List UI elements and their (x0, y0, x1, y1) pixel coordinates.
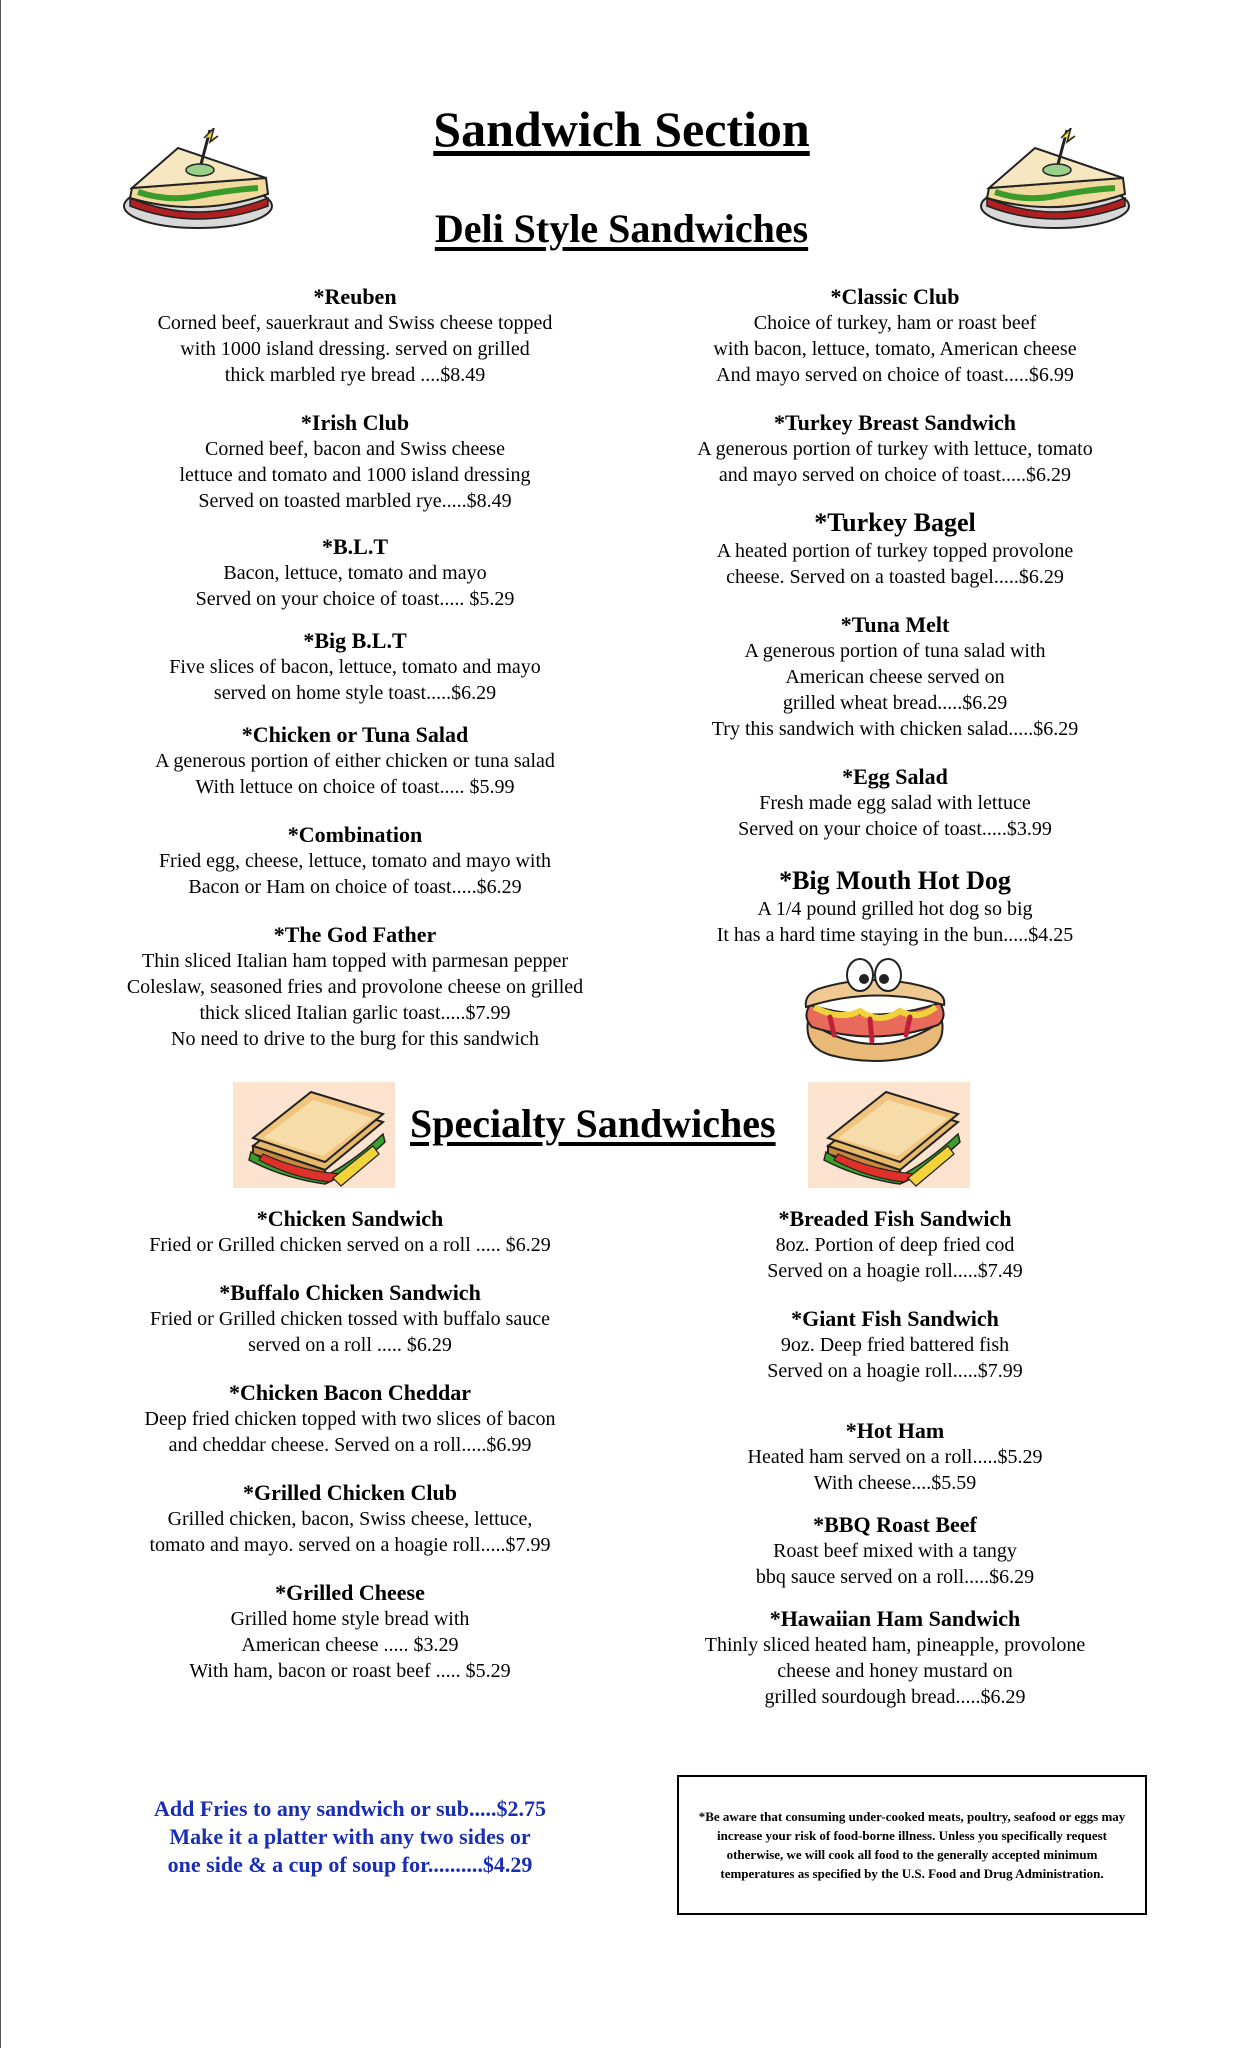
item-price: and cheddar cheese. Served on a roll.....$6.99 (168, 1434, 532, 1456)
item-price: and mayo served on choice of toast.....$6.29 (718, 464, 1072, 486)
specialty-right-column (660, 1206, 1130, 1710)
item-price: Served on a hoagie roll.....$7.99 (767, 1360, 1023, 1382)
item-price: Served on your choice of toast..... $5.29 (195, 588, 515, 610)
menu-item (90, 284, 620, 388)
sandwich-icon (233, 1082, 395, 1188)
item-name: *The God Father (273, 922, 437, 947)
page-title: Sandwich Section (433, 101, 810, 157)
item-description: Corned beef, sauerkraut and Swiss cheese topped (157, 312, 553, 334)
item-name: *Grilled Chicken Club (243, 1480, 457, 1505)
item-price: Bacon or Ham on choice of toast.....$6.29 (188, 876, 522, 898)
menu-item (660, 764, 1130, 842)
menu-item (90, 922, 620, 1052)
item-name: *Reuben (313, 284, 397, 309)
item-price: American cheese ..... $3.29 (241, 1634, 459, 1656)
menu-item (90, 1580, 610, 1684)
item-description: Roast beef mixed with a tangy (773, 1540, 1017, 1562)
item-price: served on a roll ..... $6.29 (248, 1334, 452, 1356)
item-description: 8oz. Portion of deep fried cod (775, 1234, 1015, 1256)
item-price: cheese. Served on a toasted bagel.....$6.29 (726, 566, 1064, 588)
specialty-section-title: Specialty Sandwiches (410, 1101, 776, 1146)
menu-item (90, 822, 620, 900)
item-description: Grilled chicken, bacon, Swiss cheese, lettuce, (167, 1508, 533, 1530)
item-name: *Classic Club (830, 284, 960, 309)
deli-right-column (660, 284, 1130, 948)
item-name: *Chicken or Tuna Salad (241, 722, 469, 747)
item-name: *Grilled Cheese (275, 1580, 425, 1605)
menu-item (90, 410, 620, 514)
menu-item (660, 508, 1130, 590)
item-price: With ham, bacon or roast beef ..... $5.29 (189, 1660, 511, 1682)
item-description: A heated portion of turkey topped provolone (716, 540, 1074, 562)
item-price: bbq sauce served on a roll.....$6.29 (755, 1566, 1035, 1588)
menu-item (660, 284, 1130, 388)
item-description: A generous portion of turkey with lettuce, tomato (697, 438, 1093, 460)
page-edge-line (0, 0, 1, 2048)
menu-item (90, 1206, 610, 1258)
menu-item (90, 534, 620, 612)
item-description: No need to drive to the burg for this sandwich (171, 1028, 539, 1050)
item-description: A generous portion of tuna salad with (744, 640, 1046, 662)
item-description: lettuce and tomato and 1000 island dressing (179, 464, 531, 486)
item-name: *Breaded Fish Sandwich (778, 1206, 1012, 1231)
item-name: *Turkey Breast Sandwich (773, 410, 1017, 435)
item-description: Corned beef, bacon and Swiss cheese (205, 438, 505, 460)
item-name: *Big B.L.T (303, 628, 407, 653)
item-description: American cheese served on (785, 666, 1005, 688)
menu-item (660, 612, 1130, 742)
menu-item (90, 1280, 610, 1358)
item-name: *BBQ Roast Beef (813, 1512, 977, 1537)
item-price: thick marbled rye bread ....$8.49 (224, 364, 486, 386)
item-price: grilled wheat bread.....$6.29 (782, 692, 1008, 714)
item-price: Fried or Grilled chicken served on a roll ..... $6.29 (149, 1234, 551, 1256)
item-price: With cheese....$5.59 (813, 1472, 977, 1494)
menu-item (660, 1512, 1130, 1590)
item-price: served on home style toast.....$6.29 (213, 682, 497, 704)
item-description: Fresh made egg salad with lettuce (759, 792, 1031, 814)
item-name: *Buffalo Chicken Sandwich (219, 1280, 481, 1305)
platter-line: one side & a cup of soup for..........$4.29 (167, 1852, 533, 1877)
item-name: *Egg Salad (842, 764, 948, 789)
item-description: Fried or Grilled chicken tossed with buffalo sauce (149, 1308, 551, 1330)
item-name: *Hot Ham (845, 1418, 945, 1443)
item-description: Deep fried chicken topped with two slices of bacon (144, 1408, 556, 1430)
specialty-left-column (90, 1206, 610, 1684)
fries-line: Add Fries to any sandwich or sub.....$2.75 (154, 1796, 546, 1821)
item-description: cheese and honey mustard on (777, 1660, 1013, 1682)
item-description: A 1/4 pound grilled hot dog so big (757, 898, 1033, 920)
item-description: with bacon, lettuce, tomato, American cheese (713, 338, 1077, 360)
menu-item (660, 1606, 1130, 1710)
menu-item (660, 410, 1130, 488)
item-description: A generous portion of either chicken or tuna salad (155, 750, 555, 772)
item-price: Served on toasted marbled rye.....$8.49 (198, 490, 512, 512)
item-price: With lettuce on choice of toast..... $5.99 (195, 776, 515, 798)
sandwich-icon (808, 1082, 970, 1188)
platter-line: Make it a platter with any two sides or (169, 1824, 531, 1849)
item-price: grilled sourdough bread.....$6.29 (764, 1686, 1026, 1708)
item-name: *Irish Club (300, 410, 410, 435)
menu-item (660, 1306, 1130, 1384)
menu-item (660, 866, 1130, 948)
notice-text: *Be aware that consuming under-cooked meats, poultry, seafood or eggs may increase your risk of food-borne illness. Unless you specifically request otherwise, we will cook all food to the generally accepted minimum temperatures as specified by the U.S. Food and Drug Administration. (698, 1809, 1126, 1881)
item-name: *B.L.T (321, 534, 389, 559)
item-name: *Tuna Melt (840, 612, 950, 637)
item-price: Served on a hoagie roll.....$7.49 (767, 1260, 1023, 1282)
item-description: Bacon, lettuce, tomato and mayo (223, 562, 487, 584)
item-name: *Chicken Sandwich (256, 1206, 444, 1231)
deli-left-column (90, 284, 620, 1052)
menu-item (660, 1206, 1130, 1284)
deli-section-title: Deli Style Sandwiches (434, 206, 809, 251)
item-name: *Combination (287, 822, 423, 847)
menu-item (90, 722, 620, 800)
item-description: Thinly sliced heated ham, pineapple, provolone (704, 1634, 1086, 1656)
item-name: *Big Mouth Hot Dog (779, 866, 1011, 895)
item-description: 9oz. Deep fried battered fish (780, 1334, 1010, 1356)
item-price: Try this sandwich with chicken salad.....$6.29 (711, 718, 1079, 740)
hot-dog-icon (800, 955, 950, 1063)
item-description: Choice of turkey, ham or roast beef (753, 312, 1037, 334)
item-name: *Hawaiian Ham Sandwich (769, 1606, 1021, 1631)
item-price: tomato and mayo. served on a hoagie roll.....$7.99 (149, 1534, 551, 1556)
add-on-note (90, 1795, 610, 1879)
menu-item (660, 1418, 1130, 1496)
item-description: Grilled home style bread with (230, 1608, 470, 1630)
item-price: And mayo served on choice of toast.....$6.99 (716, 364, 1074, 386)
item-price: Heated ham served on a roll.....$5.29 (747, 1446, 1043, 1468)
item-description: Thin sliced Italian ham topped with parmesan pepper (142, 950, 568, 972)
menu-item (90, 628, 620, 706)
item-name: *Turkey Bagel (814, 508, 976, 537)
menu-item (90, 1380, 610, 1458)
item-price: It has a hard time staying in the bun.....$4.25 (716, 924, 1074, 946)
food-safety-notice (677, 1775, 1147, 1915)
item-description: Fried egg, cheese, lettuce, tomato and mayo with (158, 850, 552, 872)
item-name: *Giant Fish Sandwich (791, 1306, 999, 1331)
item-price: Served on your choice of toast.....$3.99 (738, 818, 1052, 840)
item-description: Coleslaw, seasoned fries and provolone cheese on grilled (126, 976, 584, 998)
item-name: *Chicken Bacon Cheddar (228, 1380, 472, 1405)
item-description: Five slices of bacon, lettuce, tomato and mayo (169, 656, 541, 678)
menu-item (90, 1480, 610, 1558)
item-description: with 1000 island dressing. served on grilled (180, 338, 530, 360)
item-price: thick sliced Italian garlic toast.....$7.99 (199, 1002, 511, 1024)
